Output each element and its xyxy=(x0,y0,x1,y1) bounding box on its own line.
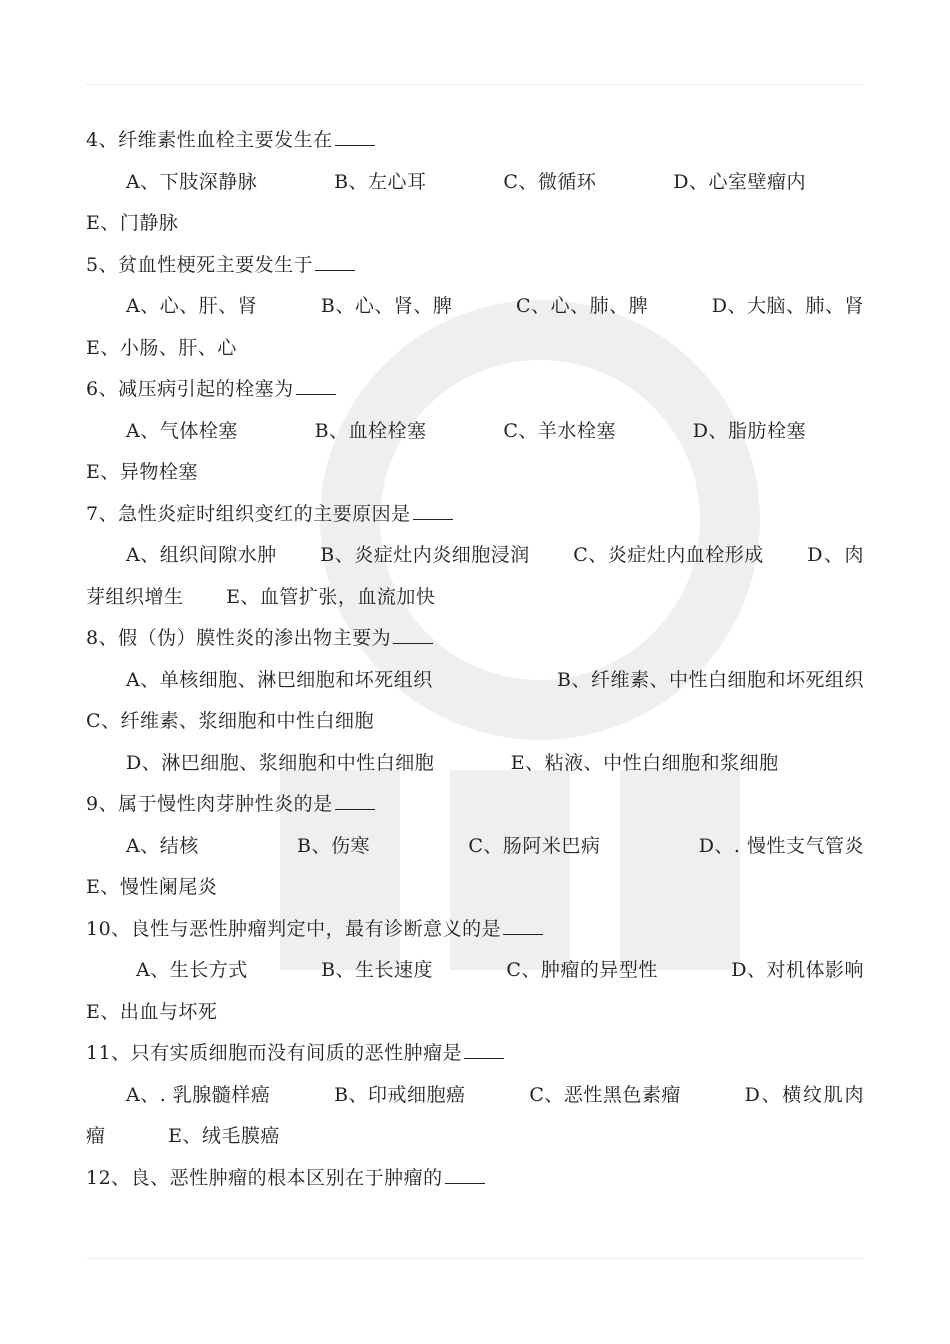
option-a: A、下肢深静脉 xyxy=(126,170,258,193)
question-stem: 5、贫血性梗死主要发生于 xyxy=(86,253,314,276)
option-b: B、左心耳 xyxy=(334,170,427,193)
question-5 xyxy=(86,245,864,370)
question-9 xyxy=(86,784,864,909)
option-b: B、生长速度 xyxy=(321,959,434,981)
option-c: C、肿瘤的异型性 xyxy=(506,959,658,981)
option-d: D、肉芽组织增生 xyxy=(86,544,864,608)
option-b: B、血栓栓塞 xyxy=(314,419,427,442)
question-stem: 8、假（伪）膜性炎的渗出物主要为 xyxy=(86,627,392,649)
option-e: E、慢性阑尾炎 xyxy=(86,876,218,898)
option-a: A、生长方式 xyxy=(136,959,248,981)
option-d: D、对机体影响 xyxy=(731,959,865,981)
option-b: B、心、肾、脾 xyxy=(320,295,453,317)
option-d: D、心室壁瘤内 xyxy=(673,170,807,193)
option-a: A、气体栓塞 xyxy=(126,419,238,442)
option-c: C、炎症灶内血栓形成 xyxy=(573,544,764,566)
option-c: C、羊水栓塞 xyxy=(503,419,616,442)
question-11 xyxy=(86,1033,864,1158)
question-stem: 6、减压病引起的栓塞为 xyxy=(86,378,294,400)
option-d: D、横纹肌肉瘤 xyxy=(86,1083,864,1147)
question-12 xyxy=(86,1158,864,1200)
answer-blank xyxy=(445,1182,485,1184)
option-c: C、纤维素、浆细胞和中性白细胞 xyxy=(86,710,375,732)
option-c: C、心、肺、脾 xyxy=(516,295,649,317)
question-7 xyxy=(86,494,864,619)
option-a: A、心、肝、肾 xyxy=(126,295,258,317)
option-d: D、脂肪栓塞 xyxy=(692,419,807,442)
answer-blank xyxy=(296,393,336,395)
answer-blank xyxy=(315,269,355,271)
answer-blank xyxy=(335,808,375,810)
question-stem: 4、纤维素性血栓主要发生在 xyxy=(86,129,333,151)
option-b: B、印戒细胞癌 xyxy=(334,1083,466,1106)
question-10 xyxy=(86,909,864,1034)
option-a: A、组织间隙水肿 xyxy=(126,544,277,566)
question-stem: 11、只有实质细胞而没有间质的恶性肿瘤是 xyxy=(86,1042,463,1064)
question-6 xyxy=(86,369,864,494)
option-b: B、炎症灶内炎细胞浸润 xyxy=(320,544,530,566)
option-d: D、. 慢性支气管炎 xyxy=(698,834,865,857)
option-e: E、门静脉 xyxy=(86,212,179,234)
answer-blank xyxy=(335,144,375,146)
option-c: C、恶性黑色素瘤 xyxy=(529,1083,681,1106)
option-e: E、小肠、肝、心 xyxy=(86,336,237,359)
answer-blank xyxy=(503,933,543,935)
question-stem: 12、良、恶性肿瘤的根本区别在于肿瘤的 xyxy=(86,1166,443,1189)
question-stem: 9、属于慢性肉芽肿性炎的是 xyxy=(86,793,333,815)
question-4 xyxy=(86,120,864,245)
option-d: D、淋巴细胞、浆细胞和中性白细胞 xyxy=(126,751,435,774)
option-e: E、绒毛膜癌 xyxy=(168,1125,280,1147)
footer-rule xyxy=(86,1258,864,1259)
option-a: A、单核细胞、淋巴细胞和坏死组织 xyxy=(126,668,433,691)
option-e: E、异物栓塞 xyxy=(86,461,198,483)
answer-blank xyxy=(393,642,433,644)
option-e: E、出血与坏死 xyxy=(86,1000,218,1023)
header-rule xyxy=(86,84,864,85)
question-stem: 7、急性炎症时组织变红的主要原因是 xyxy=(86,502,411,525)
option-c: C、肠阿米巴病 xyxy=(468,834,601,857)
option-b: B、纤维素、中性白细胞和坏死组织 xyxy=(557,668,864,691)
question-list xyxy=(86,120,864,1199)
answer-blank xyxy=(464,1057,504,1059)
option-e: E、血管扩张，血流加快 xyxy=(226,585,436,608)
question-stem: 10、良性与恶性肿瘤判定中，最有诊断意义的是 xyxy=(86,917,502,940)
question-8 xyxy=(86,618,864,784)
option-d: D、大脑、肺、肾 xyxy=(711,295,864,317)
option-e: E、粘液、中性白细胞和浆细胞 xyxy=(510,751,779,774)
option-b: B、伤寒 xyxy=(297,834,371,857)
option-a: A、结核 xyxy=(126,834,199,857)
option-c: C、微循环 xyxy=(503,170,597,193)
answer-blank xyxy=(413,518,453,520)
option-a: A、. 乳腺髓样癌 xyxy=(126,1083,271,1106)
